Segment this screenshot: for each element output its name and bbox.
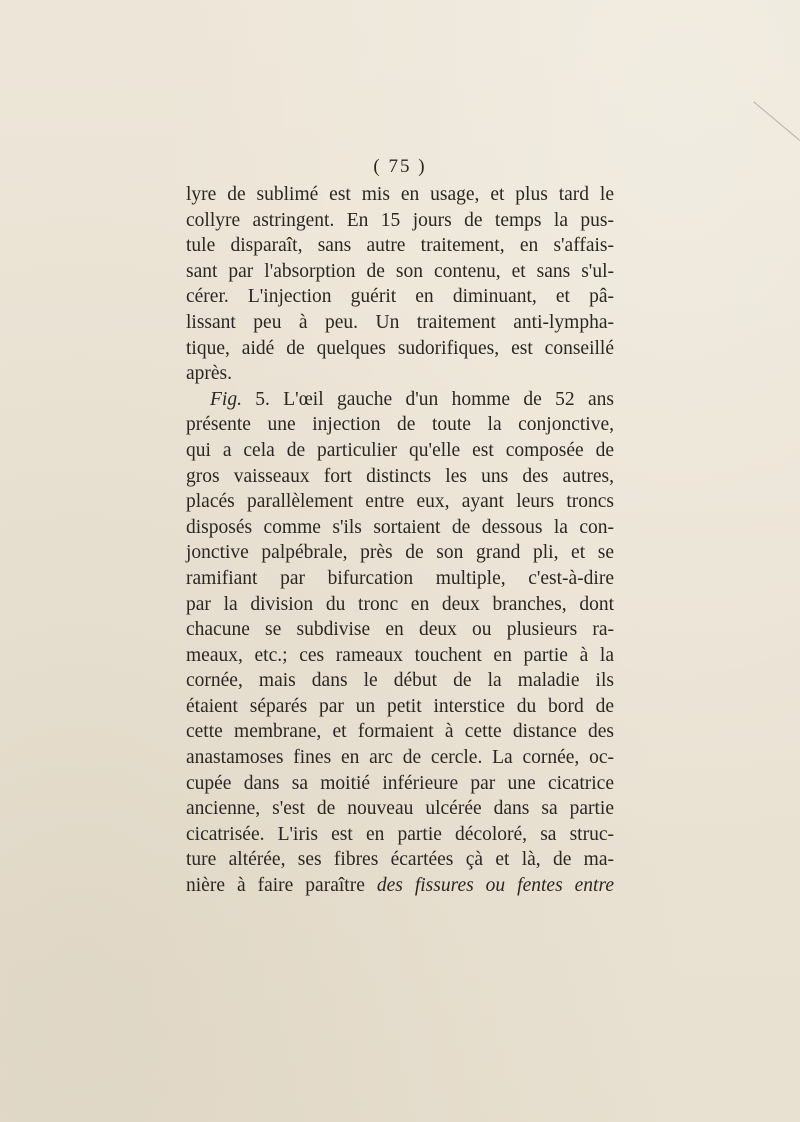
text-line: collyre astringent. En 15 jours de temps la pus- (186, 209, 614, 231)
text-line: disposés comme s'ils sortaient de dessous la con- (186, 516, 614, 538)
text-line: cette membrane, et formaient à cette distance des (186, 721, 614, 743)
text-line: chacune se subdivise en deux ou plusieurs ra- (186, 619, 614, 641)
text-line: après. (186, 363, 233, 385)
page-number: ( 75 ) (373, 156, 427, 177)
text-line: lyre de sublimé est mis en usage, et plus tard le (186, 184, 614, 205)
text-line: cornée, mais dans le début de la maladie ils (186, 670, 614, 692)
text-line: tule disparaît, sans autre traitement, en s'affais- (186, 235, 614, 257)
figure-paragraph-start (186, 387, 614, 413)
text-line: placés parallèlement entre eux, ayant leurs troncs (186, 491, 614, 513)
text-line: présente une injection de toute la conjonctive, (186, 414, 614, 436)
text-line: lissant peu à peu. Un traitement anti-lympha- (186, 311, 614, 333)
text-line: anastamoses fines en arc de cercle. La cornée, oc- (186, 747, 614, 769)
text-line: tique, aidé de quelques sudorifiques, est conseillé (186, 337, 614, 359)
text-line: ture altérée, ses fibres écartées çà et là, de ma- (186, 849, 614, 871)
figure-text: 5. L'œil gauche d'un homme de 52 ans (241, 388, 614, 410)
text-line-final (186, 873, 614, 899)
text-line: jonctive palpébrale, près de son grand pli, et se (186, 542, 614, 564)
final-line-plain: nière à faire paraître (186, 875, 377, 897)
body-text (186, 182, 614, 899)
text-line: cupée dans sa moitié inférieure par une cicatrice (186, 772, 614, 794)
text-line: cérer. L'injection guérit en diminuant, et pâ- (186, 286, 614, 308)
text-line: meaux, etc.; ces rameaux touchent en partie à la (186, 644, 614, 666)
text-line: gros vaisseaux fort distincts les uns des autres, (186, 465, 614, 487)
final-line-italic: des fissures ou fentes entre (376, 875, 614, 897)
text-line: qui a cela de particulier qu'elle est composée de (186, 439, 614, 461)
figure-label: Fig. (210, 388, 242, 410)
text-line: ancienne, s'est de nouveau ulcérée dans sa partie (186, 798, 614, 820)
text-line: sant par l'absorption de son contenu, et sans s'ul- (186, 260, 614, 282)
text-line: étaient séparés par un petit interstice du bord de (186, 695, 614, 717)
text-line: cicatrisée. L'iris est en partie décoloré, sa struc- (186, 823, 614, 845)
text-line: par la division du tronc en deux branches, dont (186, 593, 614, 615)
text-line: ramifiant par bifurcation multiple, c'est-à-dire (186, 567, 614, 589)
